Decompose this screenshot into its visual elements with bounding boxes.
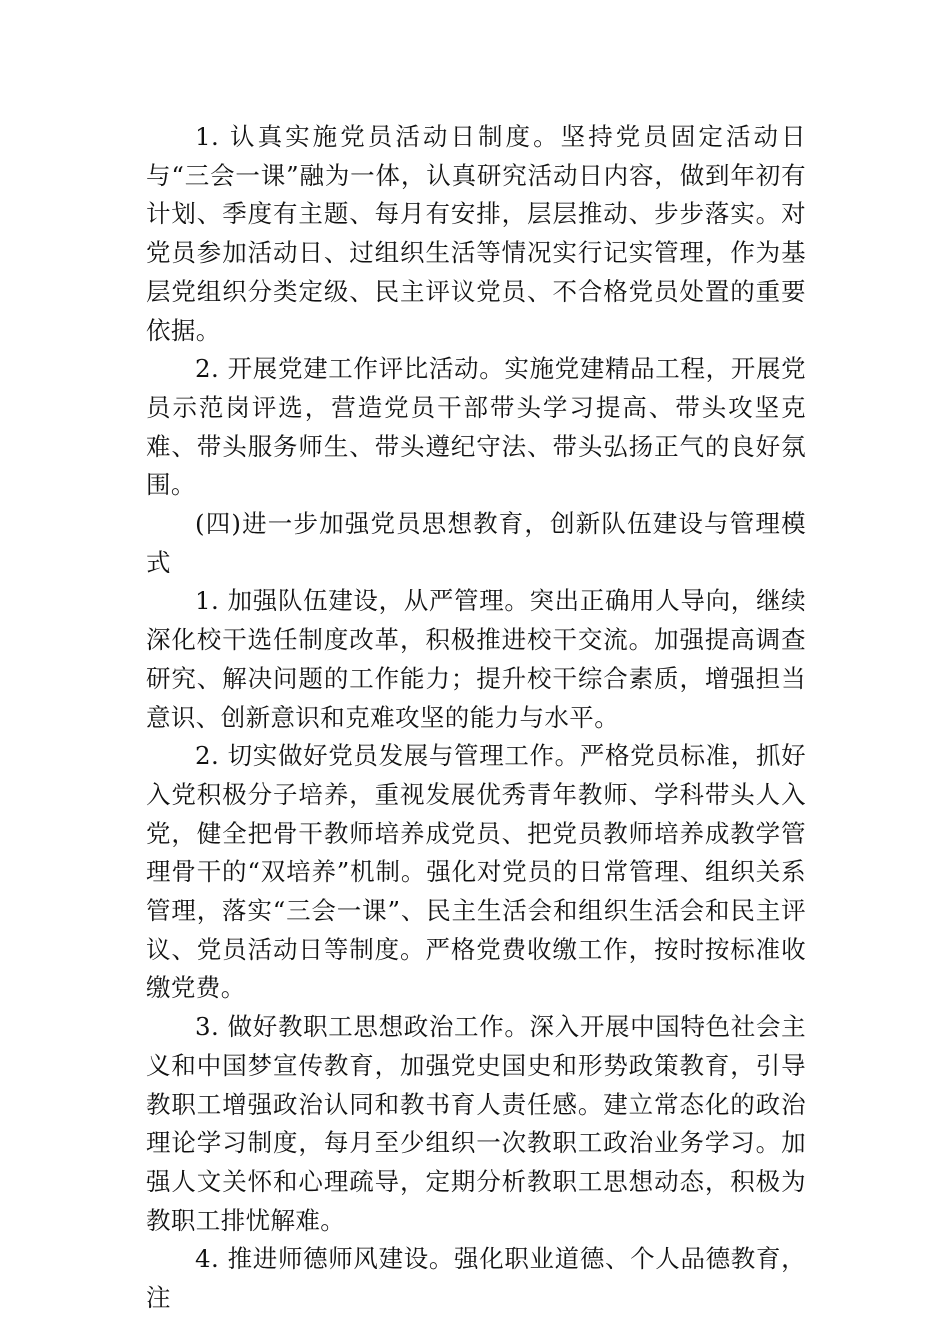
paragraph-teacher-ethics: 4. 推进师德师风建设。强化职业道德、个人品德教育，注	[146, 1244, 806, 1313]
section-heading-4: (四)进一步加强党员思想教育，创新队伍建设与管理模式	[146, 509, 806, 577]
paragraph-party-building-evaluation: 2. 开展党建工作评比活动。实施党建精品工程，开展党员示范岗评选，营造党员干部带头学习提高、带头攻坚克难、带头服务师生、带头遵纪守法、带头弘扬正气的良好氛围。	[146, 354, 806, 500]
paragraph-activity-day: 1. 认真实施党员活动日制度。坚持党员固定活动日与“三会一课”融为一体，认真研究活动日内容，做到年初有计划、季度有主题、每月有安排，层层推动、步步落实。对党员参加活动日、过组织生活等情况实行记实管理，作为基层党组织分类定级、民主评议党员、不合格党员处置的重要依据。	[146, 122, 806, 345]
document-body	[146, 118, 806, 1318]
paragraph-team-building: 1. 加强队伍建设，从严管理。突出正确用人导向，继续深化校干选任制度改革，积极推进校干交流。加强提高调查研究、解决问题的工作能力；提升校干综合素质，增强担当意识、创新意识和克难攻坚的能力与水平。	[146, 586, 806, 732]
paragraph-ideological-work: 3. 做好教职工思想政治工作。深入开展中国特色社会主义和中国梦宣传教育，加强党史国史和形势政策教育，引导教职工增强政治认同和教书育人责任感。建立常态化的政治理论学习制度，每月至少组织一次教职工政治业务学习。加强人文关怀和心理疏导，定期分析教职工思想动态，积极为教职工排忧解难。	[146, 1012, 806, 1235]
paragraph-member-development: 2. 切实做好党员发展与管理工作。严格党员标准，抓好入党积极分子培养，重视发展优秀青年教师、学科带头人入党，健全把骨干教师培养成党员、把党员教师培养成教学管理骨干的“双培养”机制。强化对党员的日常管理、组织关系管理，落实“三会一课”、民主生活会和组织生活会和民主评议、党员活动日等制度。严格党费收缴工作，按时按标准收缴党费。	[146, 741, 806, 1003]
